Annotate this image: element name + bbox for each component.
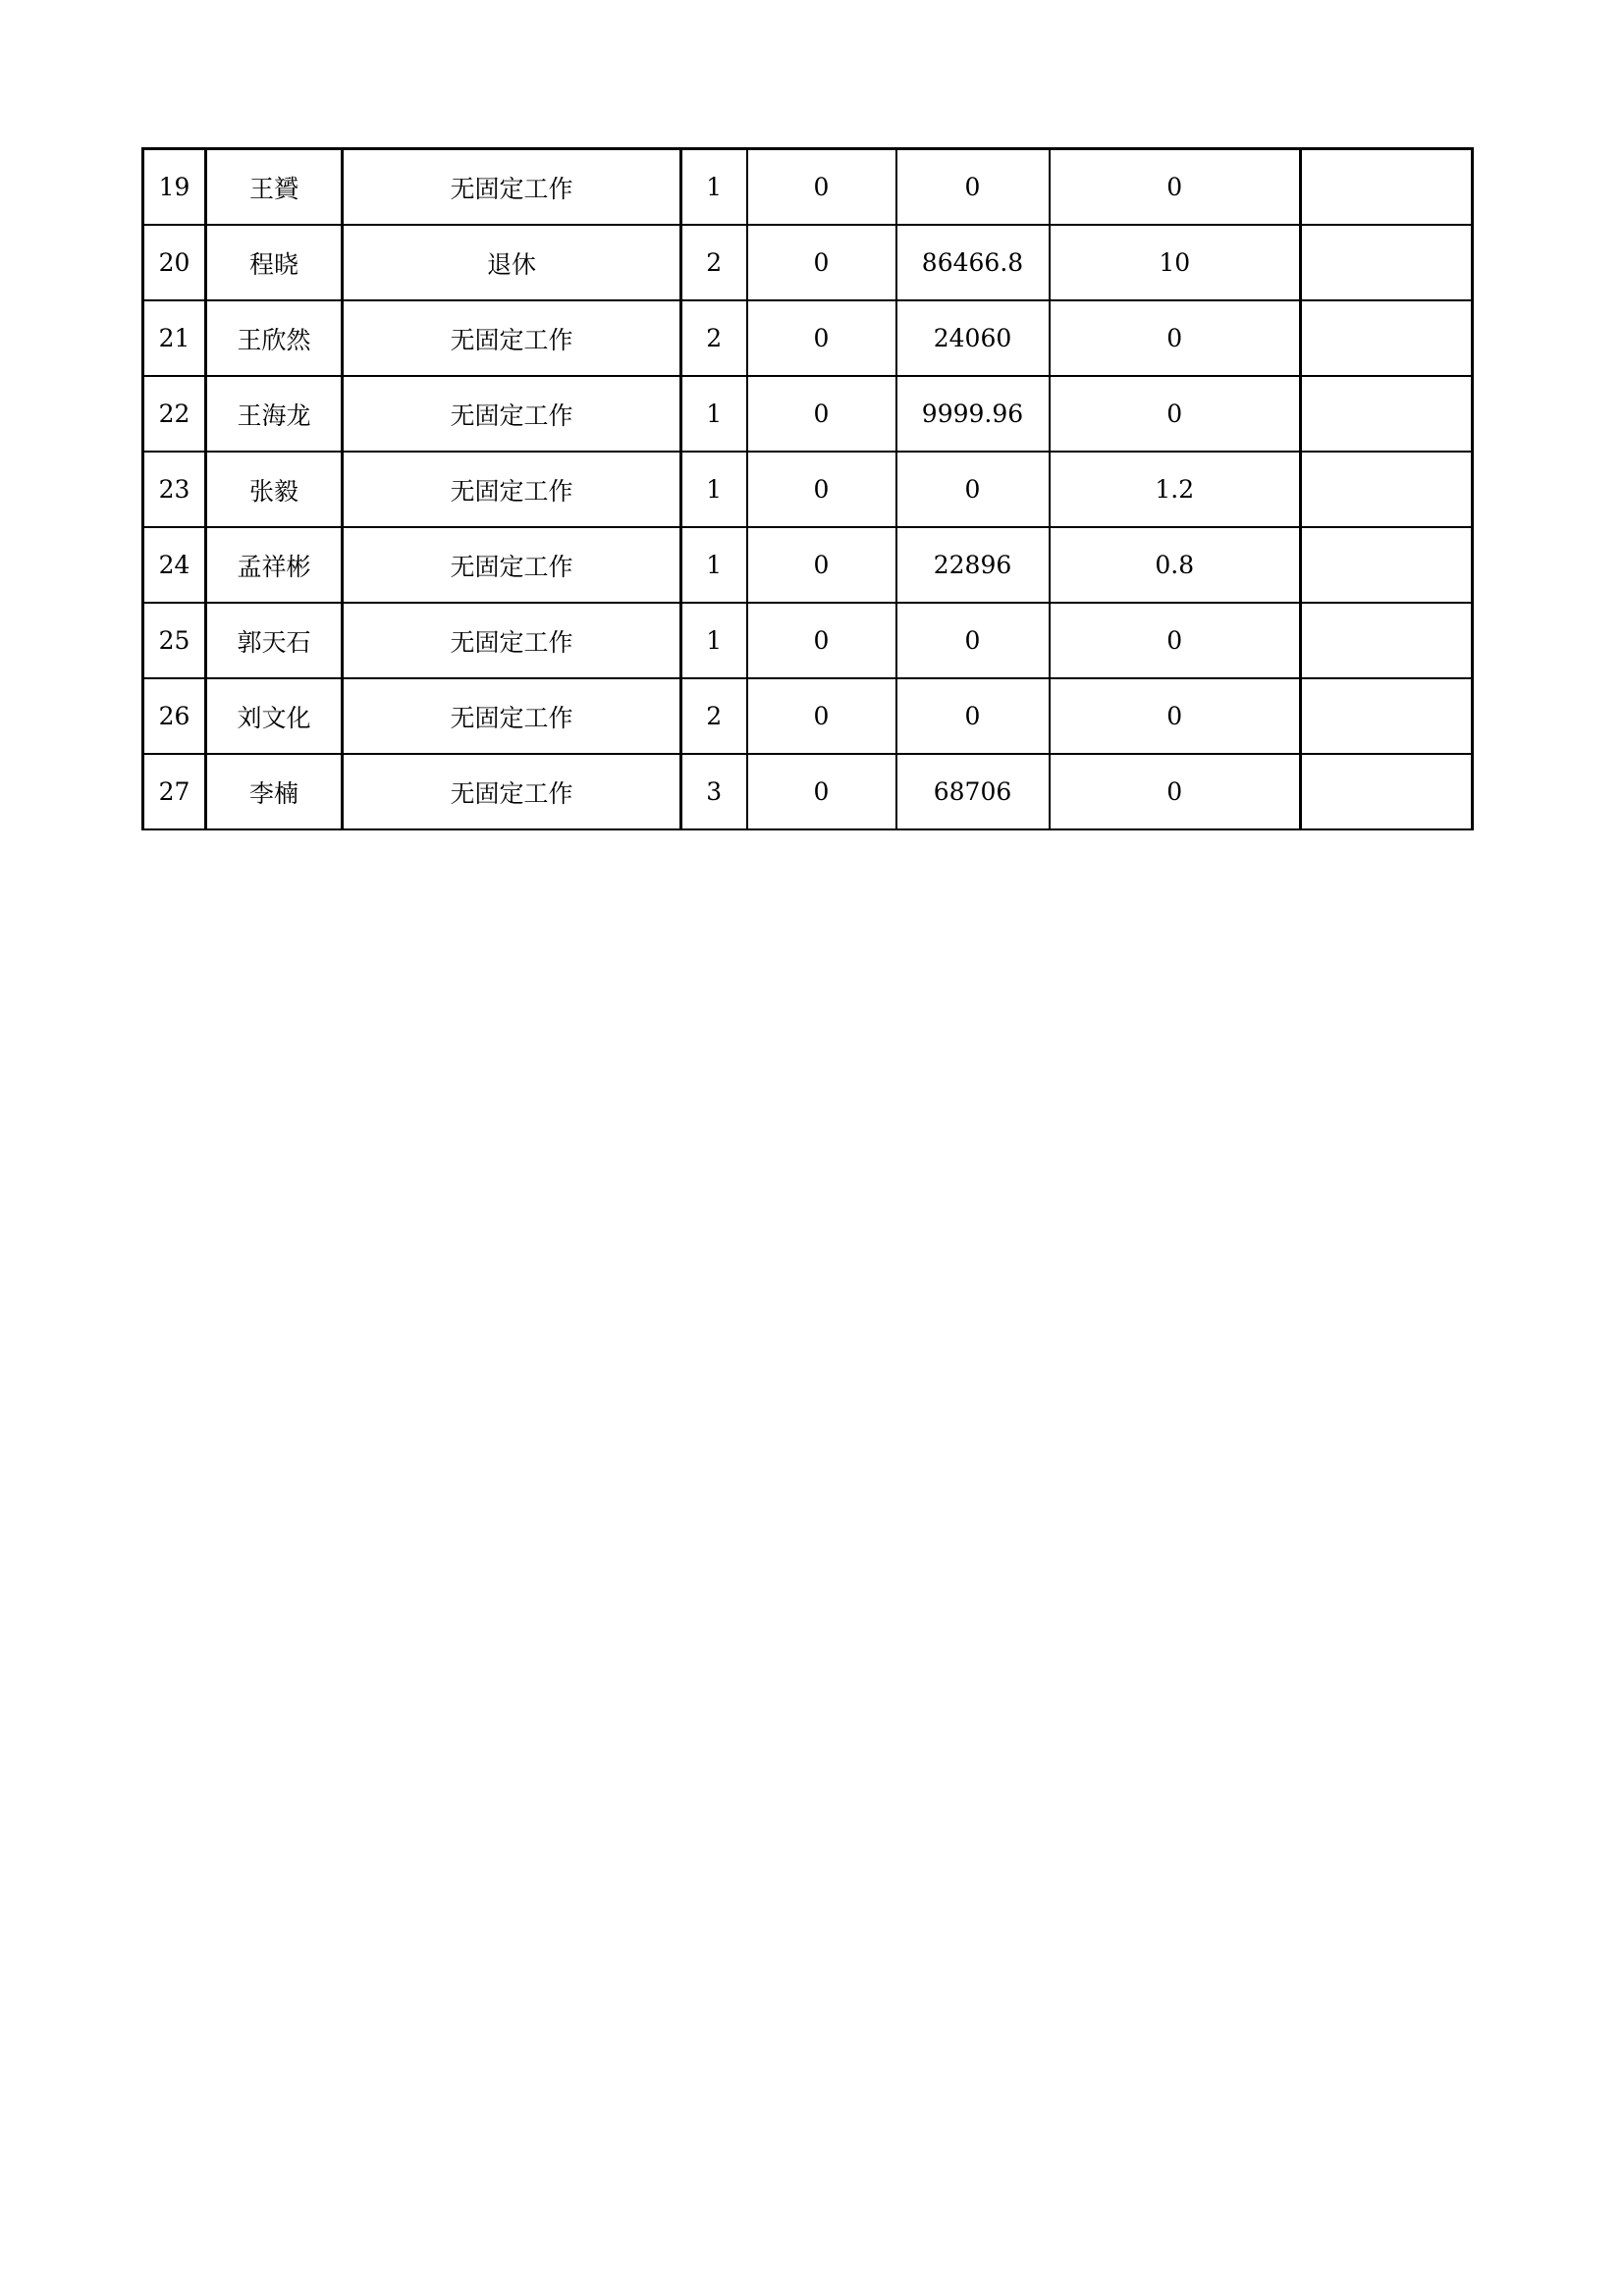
value-cell-3: 1.2 — [1050, 452, 1301, 527]
table-row — [143, 452, 1473, 527]
row-number-cell: 22 — [143, 376, 206, 452]
table-row — [143, 678, 1473, 754]
value-cell-1: 0 — [747, 225, 896, 300]
count-cell: 2 — [681, 678, 747, 754]
row-number-cell: 21 — [143, 300, 206, 376]
status-cell: 无固定工作 — [343, 300, 681, 376]
row-number-cell: 25 — [143, 603, 206, 678]
table-row — [143, 376, 1473, 452]
table-row — [143, 754, 1473, 829]
status-cell: 无固定工作 — [343, 149, 681, 226]
value-cell-3: 0.8 — [1050, 527, 1301, 603]
value-cell-1: 0 — [747, 754, 896, 829]
row-number-cell: 20 — [143, 225, 206, 300]
name-cell: 王贇 — [206, 149, 343, 226]
value-cell-2: 68706 — [896, 754, 1050, 829]
data-table — [141, 147, 1474, 830]
value-cell-1: 0 — [747, 376, 896, 452]
name-cell: 王海龙 — [206, 376, 343, 452]
value-cell-3: 0 — [1050, 376, 1301, 452]
status-cell: 无固定工作 — [343, 678, 681, 754]
value-cell-3: 0 — [1050, 603, 1301, 678]
table-row — [143, 527, 1473, 603]
count-cell: 1 — [681, 527, 747, 603]
row-number-cell: 27 — [143, 754, 206, 829]
note-cell — [1301, 527, 1473, 603]
table-row — [143, 603, 1473, 678]
status-cell: 无固定工作 — [343, 603, 681, 678]
status-cell: 无固定工作 — [343, 754, 681, 829]
value-cell-2: 86466.8 — [896, 225, 1050, 300]
value-cell-2: 0 — [896, 149, 1050, 226]
value-cell-3: 10 — [1050, 225, 1301, 300]
status-cell: 退休 — [343, 225, 681, 300]
row-number-cell: 19 — [143, 149, 206, 226]
table-row — [143, 225, 1473, 300]
count-cell: 2 — [681, 225, 747, 300]
value-cell-1: 0 — [747, 678, 896, 754]
name-cell: 程晓 — [206, 225, 343, 300]
table-row — [143, 149, 1473, 226]
name-cell: 孟祥彬 — [206, 527, 343, 603]
name-cell: 张毅 — [206, 452, 343, 527]
note-cell — [1301, 149, 1473, 226]
value-cell-1: 0 — [747, 527, 896, 603]
name-cell: 李楠 — [206, 754, 343, 829]
status-cell: 无固定工作 — [343, 527, 681, 603]
row-number-cell: 24 — [143, 527, 206, 603]
name-cell: 王欣然 — [206, 300, 343, 376]
count-cell: 1 — [681, 376, 747, 452]
note-cell — [1301, 754, 1473, 829]
name-cell: 刘文化 — [206, 678, 343, 754]
value-cell-2: 0 — [896, 452, 1050, 527]
value-cell-3: 0 — [1050, 149, 1301, 226]
value-cell-2: 0 — [896, 678, 1050, 754]
value-cell-3: 0 — [1050, 678, 1301, 754]
note-cell — [1301, 300, 1473, 376]
status-cell: 无固定工作 — [343, 376, 681, 452]
note-cell — [1301, 225, 1473, 300]
value-cell-1: 0 — [747, 149, 896, 226]
value-cell-2: 9999.96 — [896, 376, 1050, 452]
count-cell: 3 — [681, 754, 747, 829]
note-cell — [1301, 678, 1473, 754]
value-cell-3: 0 — [1050, 300, 1301, 376]
value-cell-1: 0 — [747, 300, 896, 376]
note-cell — [1301, 603, 1473, 678]
value-cell-2: 0 — [896, 603, 1050, 678]
note-cell — [1301, 376, 1473, 452]
name-cell: 郭天石 — [206, 603, 343, 678]
value-cell-2: 24060 — [896, 300, 1050, 376]
value-cell-3: 0 — [1050, 754, 1301, 829]
row-number-cell: 23 — [143, 452, 206, 527]
note-cell — [1301, 452, 1473, 527]
table-row — [143, 300, 1473, 376]
table-body — [143, 149, 1473, 830]
value-cell-1: 0 — [747, 603, 896, 678]
count-cell: 1 — [681, 452, 747, 527]
status-cell: 无固定工作 — [343, 452, 681, 527]
count-cell: 1 — [681, 149, 747, 226]
count-cell: 2 — [681, 300, 747, 376]
value-cell-1: 0 — [747, 452, 896, 527]
row-number-cell: 26 — [143, 678, 206, 754]
count-cell: 1 — [681, 603, 747, 678]
value-cell-2: 22896 — [896, 527, 1050, 603]
